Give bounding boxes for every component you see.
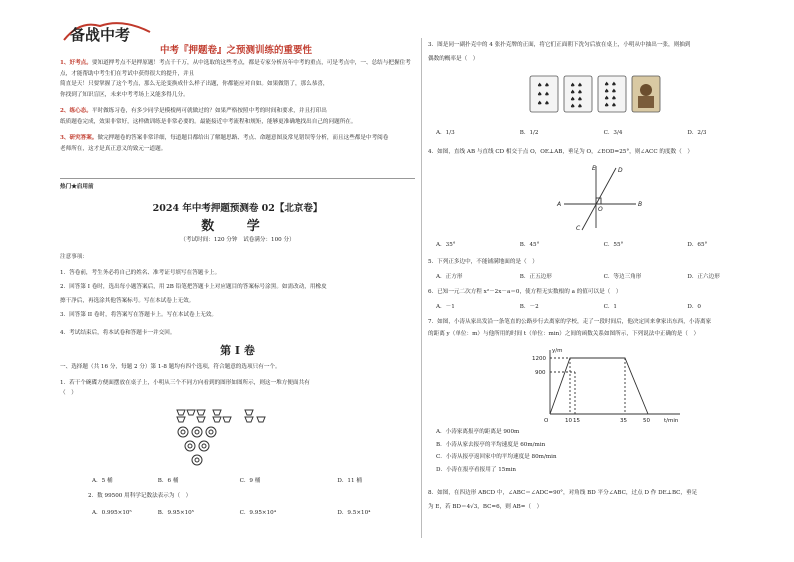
label-o: O bbox=[598, 206, 603, 213]
y-axis-label: y/m bbox=[552, 348, 563, 354]
banner-title: 中考『押题卷』之预测训练的重要性 bbox=[160, 45, 313, 56]
question-6: 6．已知一元二次方程 x²－2x－a＝0，使方程无实数根的 a 的值可以是（ ） bbox=[428, 289, 622, 295]
intro-text: 平时做练习卷，有多少同学是模棱两可就做过的？如果严格按照中考的时间和要求，并且打印出 bbox=[91, 108, 327, 114]
exam-title: 2024 年中考押题预测卷 02【北京卷】 bbox=[152, 203, 323, 214]
question-text: （ ） bbox=[60, 390, 77, 396]
x-axis-label: t/min bbox=[664, 418, 679, 424]
option-b[interactable]: B．6 桶 bbox=[157, 478, 179, 484]
svg-text:♠ ♠: ♠ ♠ bbox=[570, 82, 583, 89]
option-a[interactable]: A．0.995×10⁵ bbox=[92, 510, 132, 516]
q1-options bbox=[92, 476, 412, 486]
option-b[interactable]: B．45° bbox=[519, 242, 540, 248]
question-text: 8．如图，在四边形 ABCD 中，∠ABC＝∠ADC=90°，对角线 BD 平分∠ABC，过点 D 作 DE⊥BC，垂足 bbox=[428, 490, 698, 496]
separator-line bbox=[60, 178, 415, 179]
question-7 bbox=[428, 317, 773, 339]
option-c[interactable]: C．9.95×10⁴ bbox=[239, 510, 276, 516]
q4-figure bbox=[556, 162, 646, 232]
logo bbox=[60, 14, 155, 50]
question-text: 为 E，若 BD＝4√3，BC=6，则 AB=（ ） bbox=[428, 504, 543, 510]
option-c[interactable]: C．1 bbox=[603, 304, 617, 310]
intro-text: 简直是天！只要掌握了这个考点，那么无论变换成什么样子出题，你都能应对自如。如果做错了，那么恭喜， bbox=[60, 81, 329, 87]
question-text: 7．如图，小涛从家出发沿一条笔直的公路步行去离家的学校，走了一段时间后，他决定回来拿家出东西，小涛离家 bbox=[428, 319, 712, 325]
q7-options bbox=[436, 426, 766, 476]
question-5: 5．下列正多边中，不能铺满地面的是（ ） bbox=[428, 259, 538, 265]
secret-tag: 热门★启用前 bbox=[60, 184, 94, 190]
svg-text:♠ ♠: ♠ ♠ bbox=[604, 102, 617, 109]
label-c: C bbox=[576, 225, 581, 232]
option-b[interactable]: B．1/2 bbox=[519, 130, 539, 136]
note-item: 1．答卷前，考生务必将自己的姓名、准考证号填写在答题卡上。 bbox=[60, 270, 221, 276]
label-a: A bbox=[557, 201, 562, 208]
question-text: 偶数的概率是（ ） bbox=[428, 56, 479, 62]
x-tick: 50 bbox=[643, 418, 650, 424]
notes-title: 注意事项： bbox=[60, 254, 88, 260]
option-d[interactable]: D．小涛在报亭看报用了 15min bbox=[436, 466, 517, 473]
question-8 bbox=[428, 488, 773, 512]
option-a[interactable]: A．正方形 bbox=[436, 274, 463, 280]
svg-text:♠ ♠: ♠ ♠ bbox=[604, 95, 617, 102]
question-text: 的距离 y（单位：m）与他所用的时间 t（单位：min）之间的函数关系如图所示，下列说法中正确的是（ ） bbox=[428, 331, 700, 337]
option-d[interactable]: D．0 bbox=[687, 304, 701, 310]
question-3 bbox=[428, 40, 768, 64]
option-d[interactable]: D．11 桶 bbox=[337, 478, 362, 484]
note-item: 擦干净后，再选涂其他答案标号。写在本试卷上无效。 bbox=[60, 298, 195, 304]
question-4: 4．如图，直线 AB 与直线 CD 相交于点 O，OE⊥AB，垂足为 O，∠EOD=25°，则∠ACC 的度数（ ） bbox=[428, 149, 693, 155]
note-item: 2．回答第 I 卷时，选出每小题答案后，用 2B 铅笔把答题卡上对应题目的答案标号涂黑。如需改动，用橡皮 bbox=[60, 284, 327, 290]
intro-label: 2、练心态。 bbox=[60, 108, 92, 114]
intro-text: 老师所在，这才是真正意义的致元一道题。 bbox=[60, 145, 167, 152]
intro-label: 3、研究答案。 bbox=[60, 135, 98, 141]
option-b[interactable]: B．正五边形 bbox=[519, 274, 552, 280]
svg-text:♠ ♠: ♠ ♠ bbox=[570, 89, 583, 96]
column-divider bbox=[421, 38, 422, 538]
option-c[interactable]: C．3/4 bbox=[603, 130, 623, 136]
option-b[interactable]: B．小涛从家去报亭的平均速度是 60m/min bbox=[436, 441, 546, 448]
option-d[interactable]: D．65° bbox=[687, 242, 708, 248]
option-d[interactable]: D．正六边形 bbox=[687, 274, 720, 280]
q3-options bbox=[436, 128, 766, 138]
q5-options bbox=[436, 272, 766, 282]
intro-text: 纸质题卷完成，效果非常好，这样做训练是非常必要的。最能接近中考流程和规矩，能够更准确地找出自己的问题所在。 bbox=[60, 118, 357, 125]
question-text: 1．若干个碗碟方便面摆放在桌子上，小明从三个不同方向看到的图形如图所示，则这一堆方便面共有 bbox=[60, 380, 310, 386]
intro-label: 1、好考点。 bbox=[60, 60, 92, 66]
option-d[interactable]: D．9.5×10⁴ bbox=[337, 510, 371, 516]
svg-text:♠ ♠: ♠ ♠ bbox=[570, 103, 583, 110]
option-c[interactable]: C．9 桶 bbox=[239, 478, 261, 484]
y-tick: 1200 bbox=[532, 356, 546, 362]
svg-text:♠ ♠: ♠ ♠ bbox=[537, 91, 550, 98]
option-c[interactable]: C．小涛从报亭返回家中的平均速度是 80m/min bbox=[436, 454, 557, 460]
option-b[interactable]: B．9.95×10⁵ bbox=[157, 510, 194, 516]
svg-text:♠ ♠: ♠ ♠ bbox=[537, 100, 550, 107]
q6-options bbox=[436, 302, 766, 312]
label-d: D bbox=[618, 167, 623, 174]
option-c[interactable]: C．等边三角形 bbox=[603, 274, 642, 280]
x-tick: 10 bbox=[565, 418, 572, 424]
q4-options bbox=[436, 240, 766, 250]
y-tick: 900 bbox=[535, 370, 546, 376]
svg-text:♠ ♠: ♠ ♠ bbox=[570, 96, 583, 103]
x-tick: 15 bbox=[573, 418, 580, 424]
svg-text:♠ ♠: ♠ ♠ bbox=[537, 82, 550, 89]
intro-text: 做完押题卷的答案非常详细，每道题目都给出了解题思路、考点、命题意图及常见错误等分析，而且这些都是中考阅卷 bbox=[97, 135, 389, 141]
section-desc: 一、选择题（共 16 分，每题 2 分）第 1-8 题均有四个选项，符合题意的选项只有一个。 bbox=[60, 364, 281, 370]
option-c[interactable]: C．55° bbox=[603, 242, 624, 248]
label-b: B bbox=[638, 201, 643, 208]
intro-text: 要知道押考点不是押原题！考点千千万，从中选取的这些考点，都是专家分析历年中考的重点，可是考点中，一、总结与把握住考点，才能帮助中考生们在考试中获得很大的提升，并且 bbox=[60, 60, 411, 77]
question-text: 3．图是同一副扑克中的 4 张扑克牌的正面，将它们正面朝下洗匀后放在桌上，小明从中抽出一张，则抽到 bbox=[428, 42, 691, 48]
q1-figure bbox=[175, 408, 295, 468]
exam-info: （考试时间：120 分钟 试卷满分：100 分） bbox=[180, 237, 295, 243]
note-item: 4．考试结束后，将本试卷和答题卡一并交回。 bbox=[60, 330, 176, 336]
option-d[interactable]: D．2/3 bbox=[687, 130, 707, 136]
x-tick: 35 bbox=[620, 418, 627, 424]
q2-options bbox=[92, 508, 412, 518]
q3-cards-figure bbox=[528, 74, 663, 114]
logo-text: 备战中考 bbox=[70, 26, 131, 44]
intro-text: 你找到了知识盲区，未来中考考场上又能多得几分。 bbox=[60, 91, 189, 98]
origin-label: O bbox=[544, 418, 549, 424]
option-a[interactable]: A．小涛家离报亭的距离是 900m bbox=[436, 429, 520, 435]
note-item: 3．回答第 II 卷时，将答案写在答题卡上。写在本试卷上无效。 bbox=[60, 312, 217, 318]
intro-block bbox=[60, 58, 415, 154]
option-a[interactable]: A．－1 bbox=[436, 304, 455, 310]
notes-block bbox=[60, 266, 415, 340]
subject-title: 数 学 bbox=[201, 219, 274, 234]
q7-graph bbox=[530, 346, 690, 424]
option-a[interactable]: A．35° bbox=[436, 242, 456, 248]
svg-text:♠ ♠: ♠ ♠ bbox=[604, 88, 617, 95]
section-title: 第 I 卷 bbox=[220, 344, 255, 357]
svg-text:♠ ♠: ♠ ♠ bbox=[604, 81, 617, 88]
option-b[interactable]: B．－2 bbox=[519, 304, 539, 310]
label-e: E bbox=[592, 165, 596, 172]
option-a[interactable]: A．1/3 bbox=[436, 130, 455, 136]
question-1 bbox=[60, 378, 415, 398]
option-a[interactable]: A．5 桶 bbox=[92, 478, 113, 484]
question-2: 2．数 99500 用科学记数法表示为（ ） bbox=[88, 493, 192, 499]
